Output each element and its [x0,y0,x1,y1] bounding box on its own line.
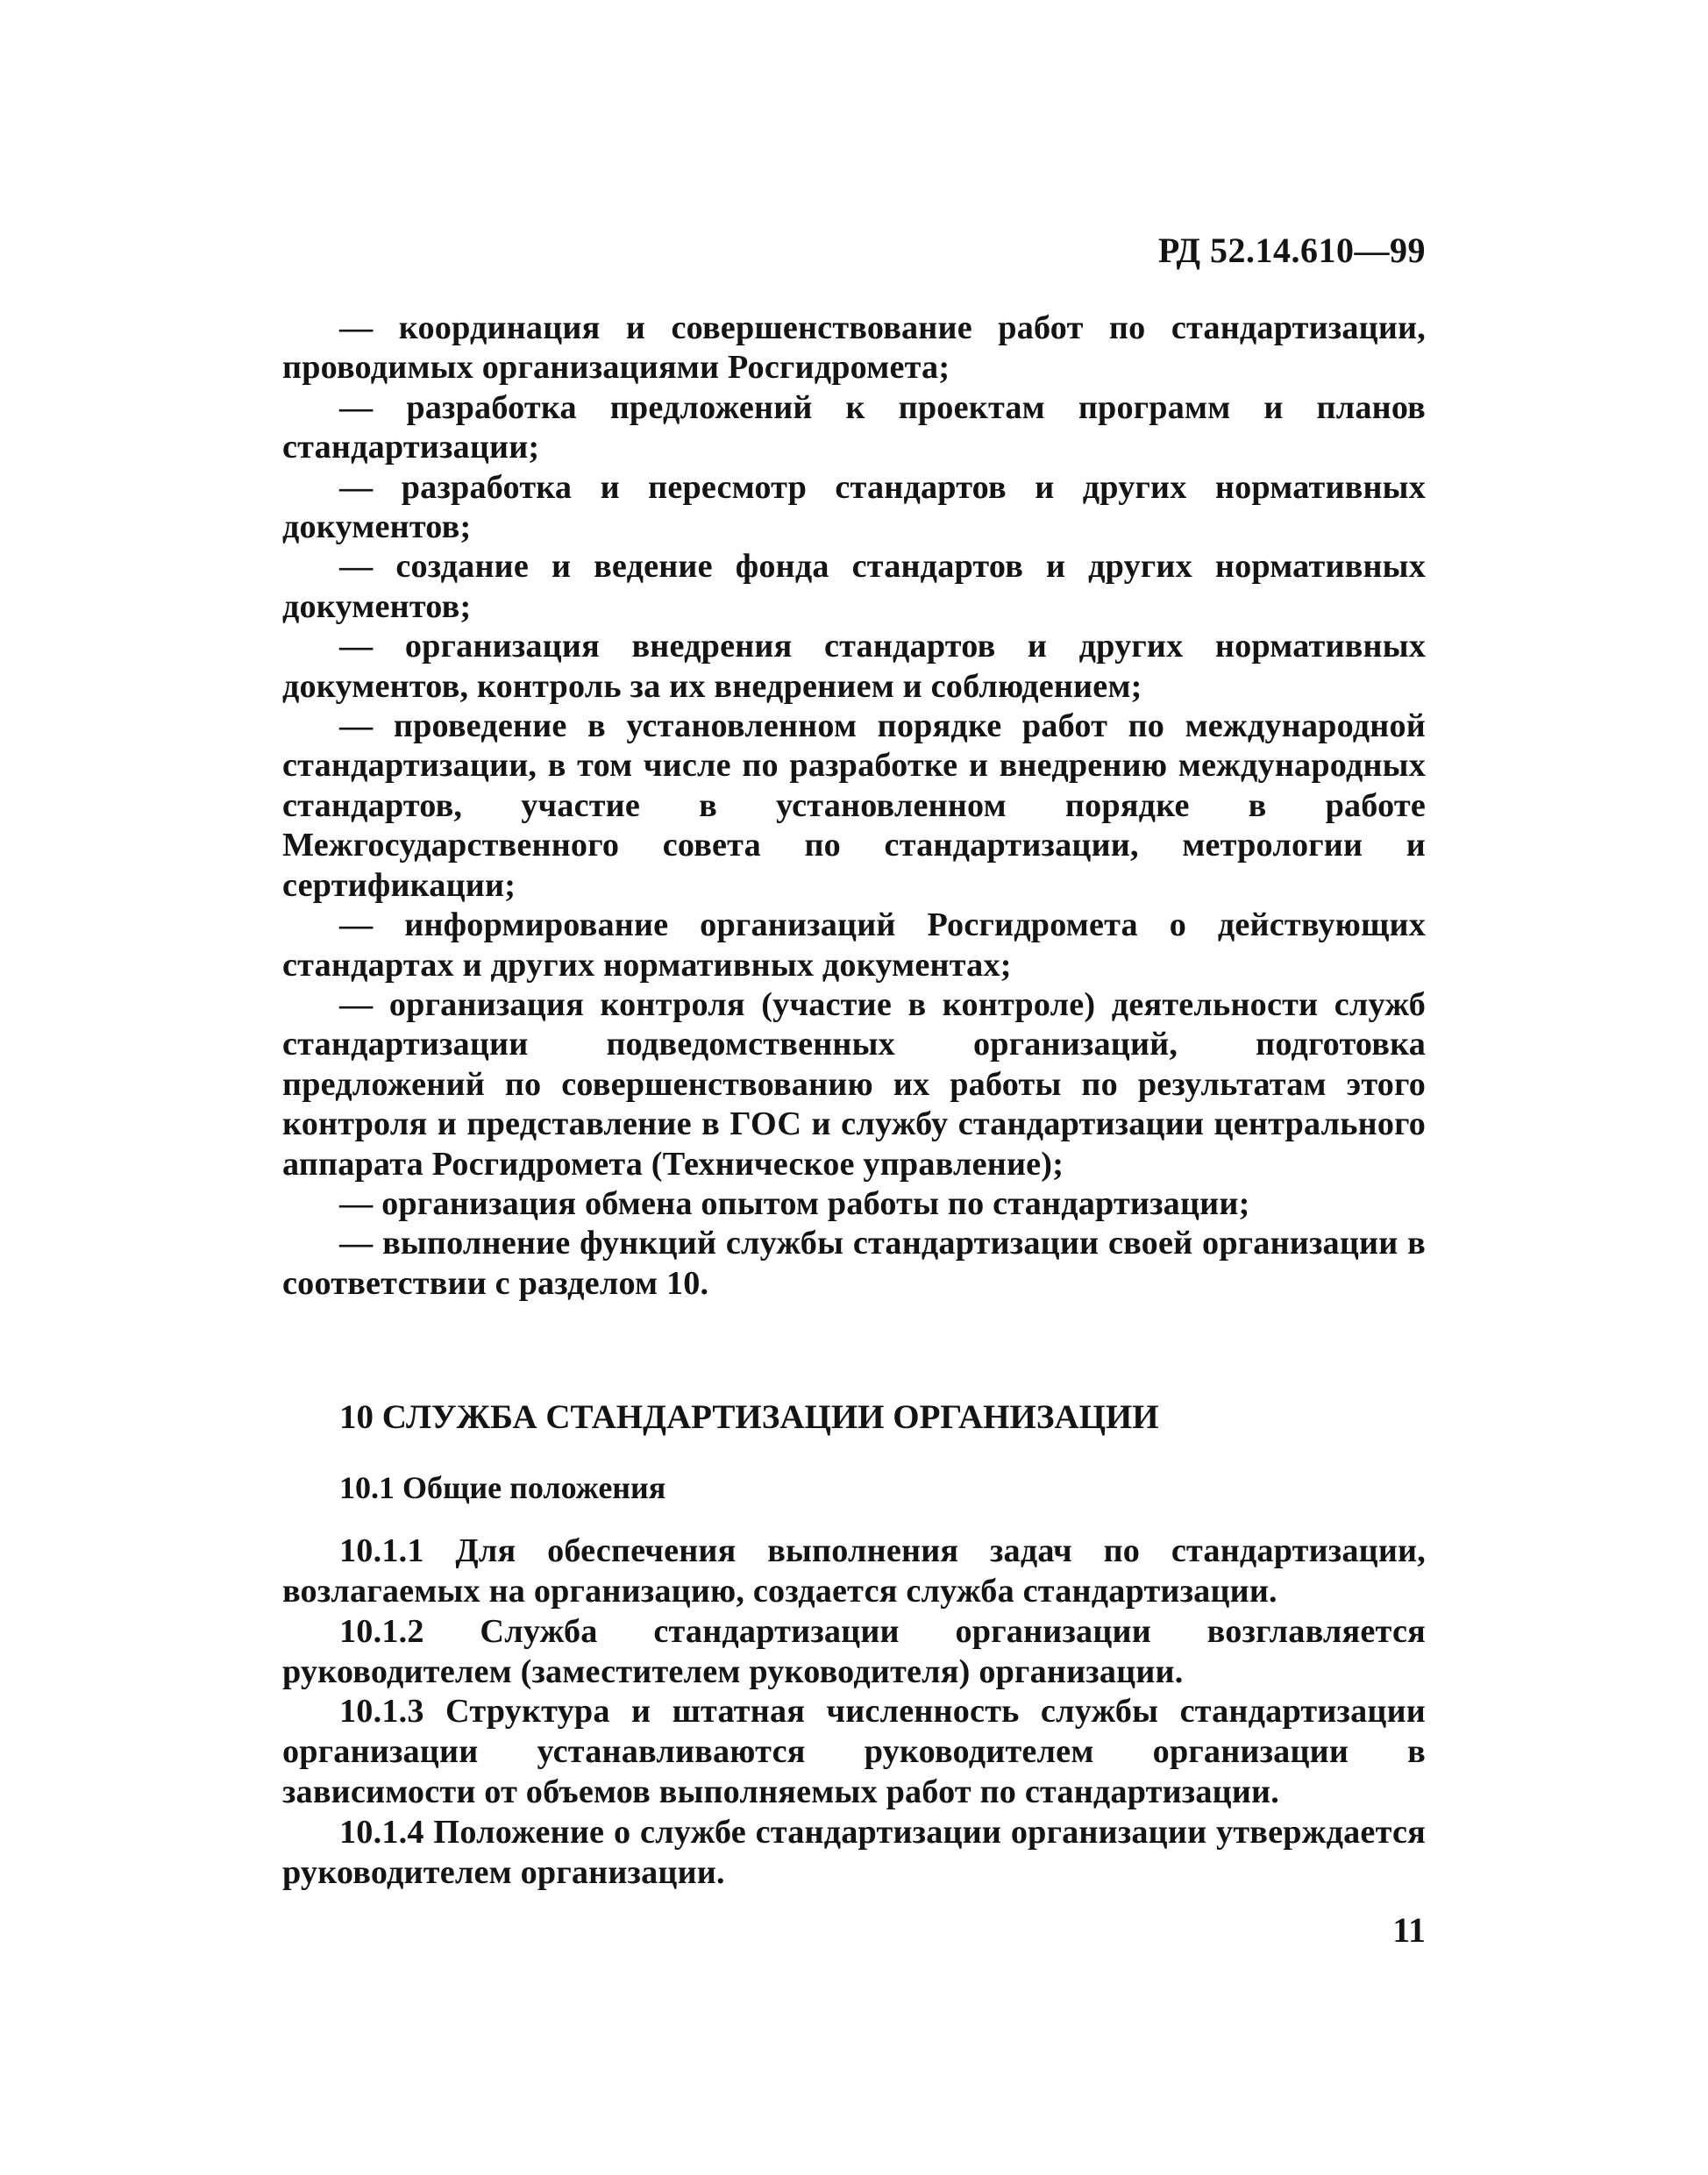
list-item: — разработка предложений к проектам программ и планов стандартизации; [282,388,1426,466]
list-item: — разработка и пересмотр стандартов и других нормативных документов; [282,468,1426,546]
clause-paragraph: 10.1.4 Положение о службе стандартизации организации утверждается руководителем организации. [282,1813,1426,1891]
list-item: — организация внедрения стандартов и других нормативных документов, контроль за их внедрением и соблюдением; [282,628,1426,705]
clause-paragraph: 10.1.1 Для обеспечения выполнения задач по стандартизации, возлагаемых на организацию, создается служба стандартизации. [282,1532,1426,1610]
page-number: 11 [1392,1910,1426,1950]
list-item: — создание и ведение фонда стандартов и других нормативных документов; [282,548,1426,625]
list-item: — информирование организаций Росгидромета о действующих стандартах и других нормативных документах; [282,906,1426,984]
clause-paragraph: 10.1.2 Служба стандартизации организации возглавляется руководителем (заместителем руководителя) организации. [282,1612,1426,1690]
responsibilities-list [282,309,1426,1304]
list-item: — проведение в установленном порядке работ по международной стандартизации, в том числе по разработке и внедрению международных стандартов, участие в установленном порядке в работе Межгосударственного совета по стандартизации, метрологии и сертификации; [282,707,1426,904]
document-code: РД 52.14.610—99 [1157,231,1426,270]
list-item: — выполнение функций службы стандартизации своей организации в соответствии с разделом 10. [282,1225,1426,1302]
list-item: — организация контроля (участие в контроле) деятельности служб стандартизации подведомственных организаций, подготовка предложений по совершенствованию их работы по результатам этого контроля и представление в ГОС и службу стандартизации центрального аппарата Росгидромета (Техническое управление); [282,985,1426,1183]
clause-paragraph: 10.1.3 Структура и штатная численность службы стандартизации организации устанавливаются руководителем организации в зависимости от объемов выполняемых работ по стандартизации. [282,1693,1426,1810]
section-heading: 10 СЛУЖБА СТАНДАРТИЗАЦИИ ОРГАНИЗАЦИИ [339,1398,1159,1437]
list-item: — координация и совершенствование работ по стандартизации, проводимых организациями Росгидромета; [282,309,1426,387]
section-paragraphs [282,1532,1426,1893]
page-content [282,309,1426,1893]
list-item: — организация обмена опытом работы по стандартизации; [339,1184,1250,1222]
subsection-heading: 10.1 Общие положения [339,1470,666,1506]
